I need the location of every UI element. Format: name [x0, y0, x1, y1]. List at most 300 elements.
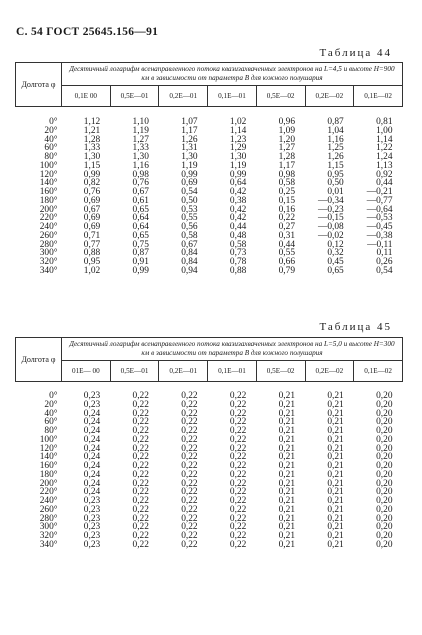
longitude-cell: 140°: [39, 178, 58, 189]
value-cell: —0,21: [366, 187, 393, 197]
longitude-cell: 60°: [44, 143, 58, 154]
param-header: 0,1E—02: [354, 361, 403, 382]
value-cell: 0,22: [132, 531, 149, 541]
value-cell: 0,22: [132, 408, 149, 419]
value-cell: 0,99: [132, 265, 149, 276]
longitude-cell: 280°: [39, 239, 58, 250]
longitude-cell: 200°: [39, 478, 58, 489]
value-cell: 0,81: [376, 117, 393, 127]
table-row: [16, 471, 403, 480]
value-cell: 0,20: [376, 443, 393, 454]
value-cell: 0,69: [83, 222, 101, 232]
value-cell: 0,44: [229, 222, 247, 232]
longitude-cell: 320°: [39, 257, 58, 267]
value-cell: 1,14: [229, 125, 247, 136]
value-cell: 0,22: [132, 417, 149, 428]
longitude-cell: 120°: [39, 169, 58, 180]
table-44-description: Десятичный логарифм всенаправленного потока квазизахваченных электронов на L=4,5 и высоте H=900 км в зависимости от параметра B для южного полушария: [62, 63, 403, 86]
value-cell: 0,22: [181, 504, 198, 515]
value-cell: 0,21: [327, 531, 344, 541]
value-cell: 0,22: [132, 478, 149, 489]
value-cell: 0,24: [83, 443, 101, 454]
longitude-cell: 260°: [39, 504, 58, 515]
value-cell: 0,88: [229, 265, 247, 276]
value-cell: 0,20: [376, 504, 393, 515]
value-cell: 0,75: [132, 239, 149, 250]
value-cell: 0,21: [278, 408, 296, 419]
longitude-cell: 80°: [44, 152, 58, 162]
table-row: [16, 249, 403, 258]
value-cell: —0,02: [317, 230, 344, 241]
value-cell: —0,64: [366, 204, 393, 215]
value-cell: 1,33: [83, 143, 101, 154]
table-row: [16, 179, 403, 188]
value-cell: 0,22: [181, 408, 198, 419]
value-cell: —0,45: [366, 222, 393, 232]
value-cell: 0,21: [327, 539, 344, 550]
longitude-header: Долгота φ: [16, 63, 62, 107]
value-cell: 0,77: [83, 239, 101, 250]
value-cell: 0,21: [327, 452, 344, 463]
table-row: [16, 223, 403, 232]
param-header: 0,5E—02: [256, 361, 305, 382]
value-cell: 0,32: [327, 248, 344, 259]
value-cell: 1,29: [229, 143, 247, 154]
value-cell: 0,22: [229, 496, 247, 506]
value-cell: 0,20: [376, 513, 393, 524]
value-cell: 0,21: [278, 478, 296, 489]
longitude-cell: 320°: [39, 531, 58, 541]
table-row: [16, 188, 403, 197]
value-cell: 1,02: [83, 265, 101, 276]
value-cell: 0,21: [278, 522, 296, 533]
longitude-cell: 140°: [39, 452, 58, 463]
value-cell: 0,42: [229, 213, 247, 224]
value-cell: 0,24: [83, 478, 101, 489]
table-row: [16, 497, 403, 506]
value-cell: 0,64: [132, 213, 149, 224]
value-cell: 0,65: [132, 204, 149, 215]
value-cell: —0,38: [366, 230, 393, 241]
value-cell: 0,88: [83, 248, 101, 259]
table-row: [16, 506, 403, 515]
value-cell: 0,58: [229, 239, 247, 250]
value-cell: 0,22: [181, 426, 198, 436]
value-cell: 1,30: [132, 152, 149, 162]
value-cell: 0,23: [83, 496, 101, 506]
value-cell: 0,21: [278, 539, 296, 550]
table-row: [16, 118, 403, 127]
table-45-caption: Таблица 45: [319, 321, 392, 333]
value-cell: 0,21: [278, 426, 296, 436]
value-cell: —0,77: [366, 195, 393, 206]
value-cell: 0,22: [181, 478, 198, 489]
value-cell: 0,58: [181, 230, 198, 241]
value-cell: 0,55: [278, 248, 296, 259]
value-cell: 0,58: [278, 178, 296, 189]
table-44: [15, 62, 403, 276]
value-cell: 0,20: [376, 461, 393, 471]
value-cell: 0,24: [83, 426, 101, 436]
value-cell: 0,22: [229, 443, 247, 454]
value-cell: 0,22: [229, 504, 247, 515]
value-cell: 0,23: [83, 539, 101, 550]
value-cell: 0,22: [229, 531, 247, 541]
value-cell: —0,53: [366, 213, 393, 224]
value-cell: 0,21: [278, 434, 296, 445]
value-cell: 0,54: [181, 187, 198, 197]
value-cell: 0,76: [83, 187, 101, 197]
value-cell: 0,21: [278, 504, 296, 515]
value-cell: 0,44: [376, 178, 393, 189]
value-cell: 0,22: [132, 487, 149, 498]
table-45-description: Десятичный логарифм всенаправленного потока квазизахваченных электронов на L=5,0 и высоте H=300 км в зависимости от параметра B для южного полушария: [62, 338, 403, 361]
longitude-cell: 240°: [39, 496, 58, 506]
longitude-cell: 0°: [49, 117, 58, 127]
table-row: [16, 136, 403, 145]
value-cell: 0,22: [181, 539, 198, 550]
value-cell: 0,20: [376, 399, 393, 410]
value-cell: 1,17: [278, 160, 296, 171]
value-cell: 0,50: [327, 178, 344, 189]
value-cell: 0,22: [229, 478, 247, 489]
param-header: 0,2E—01: [159, 361, 208, 382]
value-cell: 0,61: [132, 195, 149, 206]
value-cell: 0,95: [83, 257, 101, 267]
value-cell: 0,45: [327, 257, 344, 267]
value-cell: 0,21: [327, 434, 344, 445]
value-cell: 0,11: [376, 248, 393, 259]
value-cell: 0,22: [132, 391, 149, 401]
value-cell: 1,30: [229, 152, 247, 162]
param-header: 0,1E 00: [62, 86, 111, 107]
table-row: [16, 427, 403, 436]
longitude-cell: 340°: [39, 265, 58, 276]
value-cell: 0,24: [83, 408, 101, 419]
table-row: [16, 214, 403, 223]
value-cell: 0,50: [181, 195, 198, 206]
value-cell: —0,23: [317, 204, 344, 215]
longitude-cell: 300°: [39, 522, 58, 533]
longitude-cell: 40°: [44, 134, 58, 145]
value-cell: 1,33: [132, 143, 149, 154]
value-cell: 0,22: [132, 443, 149, 454]
param-header: 0,2E—02: [305, 86, 354, 107]
table-row: [16, 488, 403, 497]
value-cell: 0,95: [327, 169, 344, 180]
value-cell: 0,21: [327, 513, 344, 524]
value-cell: 0,22: [229, 452, 247, 463]
value-cell: 0,22: [181, 513, 198, 524]
value-cell: 1,07: [181, 117, 198, 127]
value-cell: 0,22: [181, 469, 198, 480]
value-cell: 0,67: [83, 204, 101, 215]
longitude-header: Долгота φ: [16, 338, 62, 382]
table-row: [16, 418, 403, 427]
longitude-cell: 180°: [39, 469, 58, 480]
value-cell: 1,09: [278, 125, 296, 136]
value-cell: 0,22: [132, 539, 149, 550]
value-cell: 0,82: [83, 178, 101, 189]
value-cell: 0,22: [181, 461, 198, 471]
table-row: [16, 162, 403, 171]
value-cell: 0,99: [181, 169, 198, 180]
value-cell: 0,84: [181, 257, 198, 267]
value-cell: 0,22: [132, 452, 149, 463]
value-cell: 0,22: [132, 496, 149, 506]
longitude-cell: 100°: [39, 160, 58, 171]
value-cell: 1,15: [83, 160, 101, 171]
value-cell: 0,55: [181, 213, 198, 224]
value-cell: —0,08: [317, 222, 344, 232]
value-cell: 1,30: [181, 152, 198, 162]
value-cell: 1,26: [181, 134, 198, 145]
table-row: [16, 232, 403, 241]
value-cell: 0,22: [132, 426, 149, 436]
table-row: [16, 541, 403, 550]
value-cell: 0,21: [327, 478, 344, 489]
value-cell: 0,54: [376, 265, 393, 276]
value-cell: 0,48: [229, 230, 247, 241]
value-cell: 0,64: [132, 222, 149, 232]
value-cell: 0,65: [327, 265, 344, 276]
value-cell: 0,99: [229, 169, 247, 180]
value-cell: 0,87: [132, 248, 149, 259]
value-cell: 1,00: [376, 125, 393, 136]
value-cell: 0,71: [83, 230, 101, 241]
value-cell: 0,20: [376, 408, 393, 419]
value-cell: 0,24: [83, 487, 101, 498]
value-cell: 0,20: [376, 478, 393, 489]
value-cell: 0,20: [376, 522, 393, 533]
value-cell: 1,25: [327, 143, 344, 154]
table-row: [16, 206, 403, 215]
param-header: 0,5E—01: [110, 86, 159, 107]
value-cell: 1,30: [83, 152, 101, 162]
param-header: 0,1E—02: [354, 86, 403, 107]
value-cell: 0,22: [181, 531, 198, 541]
value-cell: 1,13: [376, 160, 393, 171]
longitude-cell: 220°: [39, 213, 58, 224]
value-cell: 1,28: [278, 152, 296, 162]
table-row: [16, 197, 403, 206]
value-cell: 0,65: [132, 230, 149, 241]
value-cell: 0,23: [83, 504, 101, 515]
table-row: [16, 436, 403, 445]
longitude-cell: 160°: [39, 461, 58, 471]
value-cell: 0,20: [376, 426, 393, 436]
longitude-cell: 80°: [44, 426, 58, 436]
value-cell: 0,26: [376, 257, 393, 267]
value-cell: 0,22: [132, 434, 149, 445]
value-cell: 1,12: [83, 117, 101, 127]
value-cell: 0,21: [278, 443, 296, 454]
value-cell: 0,23: [83, 531, 101, 541]
value-cell: 0,24: [83, 417, 101, 428]
value-cell: 0,21: [327, 469, 344, 480]
page-header: С. 54 ГОСТ 25645.156—91: [16, 26, 159, 38]
value-cell: 0,22: [181, 434, 198, 445]
table-row: [16, 153, 403, 162]
value-cell: 0,21: [327, 487, 344, 498]
value-cell: 0,22: [229, 461, 247, 471]
param-header: 0,5E—02: [256, 86, 305, 107]
value-cell: 0,56: [181, 222, 198, 232]
value-cell: 1,10: [132, 117, 149, 127]
value-cell: 0,21: [327, 408, 344, 419]
value-cell: 0,21: [278, 399, 296, 410]
value-cell: 0,22: [229, 399, 247, 410]
param-header: 0,5E—01: [110, 361, 159, 382]
value-cell: 0,15: [278, 195, 296, 206]
value-cell: 0,21: [278, 391, 296, 401]
value-cell: 0,67: [132, 187, 149, 197]
value-cell: 0,21: [278, 452, 296, 463]
longitude-cell: 280°: [39, 513, 58, 524]
value-cell: 1,31: [181, 143, 198, 154]
value-cell: 0,23: [83, 391, 101, 401]
value-cell: 0,20: [376, 469, 393, 480]
value-cell: 0,22: [229, 487, 247, 498]
value-cell: 0,24: [83, 434, 101, 445]
longitude-cell: 0°: [49, 391, 58, 401]
value-cell: 0,22: [181, 522, 198, 533]
value-cell: 0,21: [278, 496, 296, 506]
table-row: [16, 267, 403, 276]
value-cell: 0,20: [376, 391, 393, 401]
value-cell: 0,22: [229, 513, 247, 524]
value-cell: 0,24: [83, 461, 101, 471]
longitude-cell: 260°: [39, 230, 58, 241]
value-cell: 0,20: [376, 452, 393, 463]
value-cell: 0,78: [229, 257, 247, 267]
value-cell: 0,21: [327, 443, 344, 454]
value-cell: 1,26: [327, 152, 344, 162]
longitude-cell: 300°: [39, 248, 58, 259]
value-cell: 1,27: [278, 143, 296, 154]
value-cell: 0,69: [83, 213, 101, 224]
longitude-cell: 100°: [39, 434, 58, 445]
value-cell: 0,42: [229, 187, 247, 197]
value-cell: 0,98: [278, 169, 296, 180]
value-cell: 0,01: [327, 187, 344, 197]
value-cell: 0,22: [132, 522, 149, 533]
value-cell: 0,64: [229, 178, 247, 189]
value-cell: 0,22: [132, 461, 149, 471]
value-cell: 0,21: [327, 426, 344, 436]
value-cell: 0,73: [229, 248, 247, 259]
table-row: [16, 144, 403, 153]
value-cell: 0,21: [327, 399, 344, 410]
value-cell: —0,34: [317, 195, 344, 206]
value-cell: 0,84: [181, 248, 198, 259]
table-row: [16, 515, 403, 524]
value-cell: 0,21: [278, 461, 296, 471]
value-cell: 1,19: [132, 125, 149, 136]
value-cell: 0,22: [181, 496, 198, 506]
value-cell: 0,69: [181, 178, 198, 189]
value-cell: 0,21: [327, 417, 344, 428]
table-row: [16, 258, 403, 267]
value-cell: 1,16: [132, 160, 149, 171]
value-cell: 0,20: [376, 417, 393, 428]
value-cell: 0,20: [376, 531, 393, 541]
table-row: [16, 532, 403, 541]
value-cell: 0,23: [83, 399, 101, 410]
value-cell: 0,20: [376, 539, 393, 550]
value-cell: 0,22: [278, 213, 296, 224]
table-row: [16, 453, 403, 462]
value-cell: 0,21: [327, 461, 344, 471]
longitude-cell: 40°: [44, 408, 58, 419]
value-cell: 0,22: [229, 426, 247, 436]
value-cell: 0,66: [278, 257, 296, 267]
param-header: 0,1E—01: [208, 86, 257, 107]
value-cell: 0,67: [181, 239, 198, 250]
value-cell: 0,23: [83, 513, 101, 524]
value-cell: 0,21: [278, 513, 296, 524]
value-cell: 0,42: [229, 204, 247, 215]
value-cell: 0,91: [132, 257, 149, 267]
value-cell: 0,22: [181, 417, 198, 428]
value-cell: 0,24: [83, 469, 101, 480]
value-cell: 1,23: [229, 134, 247, 145]
value-cell: 0,21: [278, 531, 296, 541]
value-cell: 0,22: [181, 399, 198, 410]
value-cell: 0,22: [229, 469, 247, 480]
table-row: [16, 171, 403, 180]
value-cell: —0,15: [317, 213, 344, 224]
value-cell: 0,20: [376, 496, 393, 506]
value-cell: 0,99: [83, 169, 101, 180]
value-cell: 0,21: [278, 417, 296, 428]
param-header: 0,1E—01: [208, 361, 257, 382]
value-cell: 1,21: [83, 125, 101, 136]
value-cell: 0,22: [229, 408, 247, 419]
value-cell: 0,31: [278, 230, 296, 241]
value-cell: 0,92: [376, 169, 393, 180]
value-cell: 0,22: [229, 391, 247, 401]
value-cell: 1,22: [376, 143, 393, 154]
table-row: [16, 480, 403, 489]
value-cell: 0,21: [327, 504, 344, 515]
longitude-cell: 220°: [39, 487, 58, 498]
param-header: 0,2E—01: [159, 86, 208, 107]
value-cell: 0,69: [83, 195, 101, 206]
value-cell: 0,53: [181, 204, 198, 215]
value-cell: 0,16: [278, 204, 296, 215]
value-cell: 1,16: [327, 134, 344, 145]
value-cell: 0,22: [132, 504, 149, 515]
longitude-cell: 120°: [39, 443, 58, 454]
value-cell: 0,94: [181, 265, 198, 276]
value-cell: 0,22: [181, 487, 198, 498]
value-cell: 1,19: [181, 160, 198, 171]
value-cell: 0,79: [278, 265, 296, 276]
longitude-cell: 160°: [39, 187, 58, 197]
param-header: 0,2E—02: [305, 361, 354, 382]
value-cell: 0,22: [181, 452, 198, 463]
table-row: [16, 462, 403, 471]
longitude-cell: 20°: [44, 399, 58, 410]
value-cell: 0,23: [83, 522, 101, 533]
longitude-cell: 60°: [44, 417, 58, 428]
value-cell: 1,20: [278, 134, 296, 145]
value-cell: 1,19: [229, 160, 247, 171]
value-cell: 0,24: [83, 452, 101, 463]
table-row: [16, 392, 403, 401]
value-cell: 0,22: [132, 469, 149, 480]
